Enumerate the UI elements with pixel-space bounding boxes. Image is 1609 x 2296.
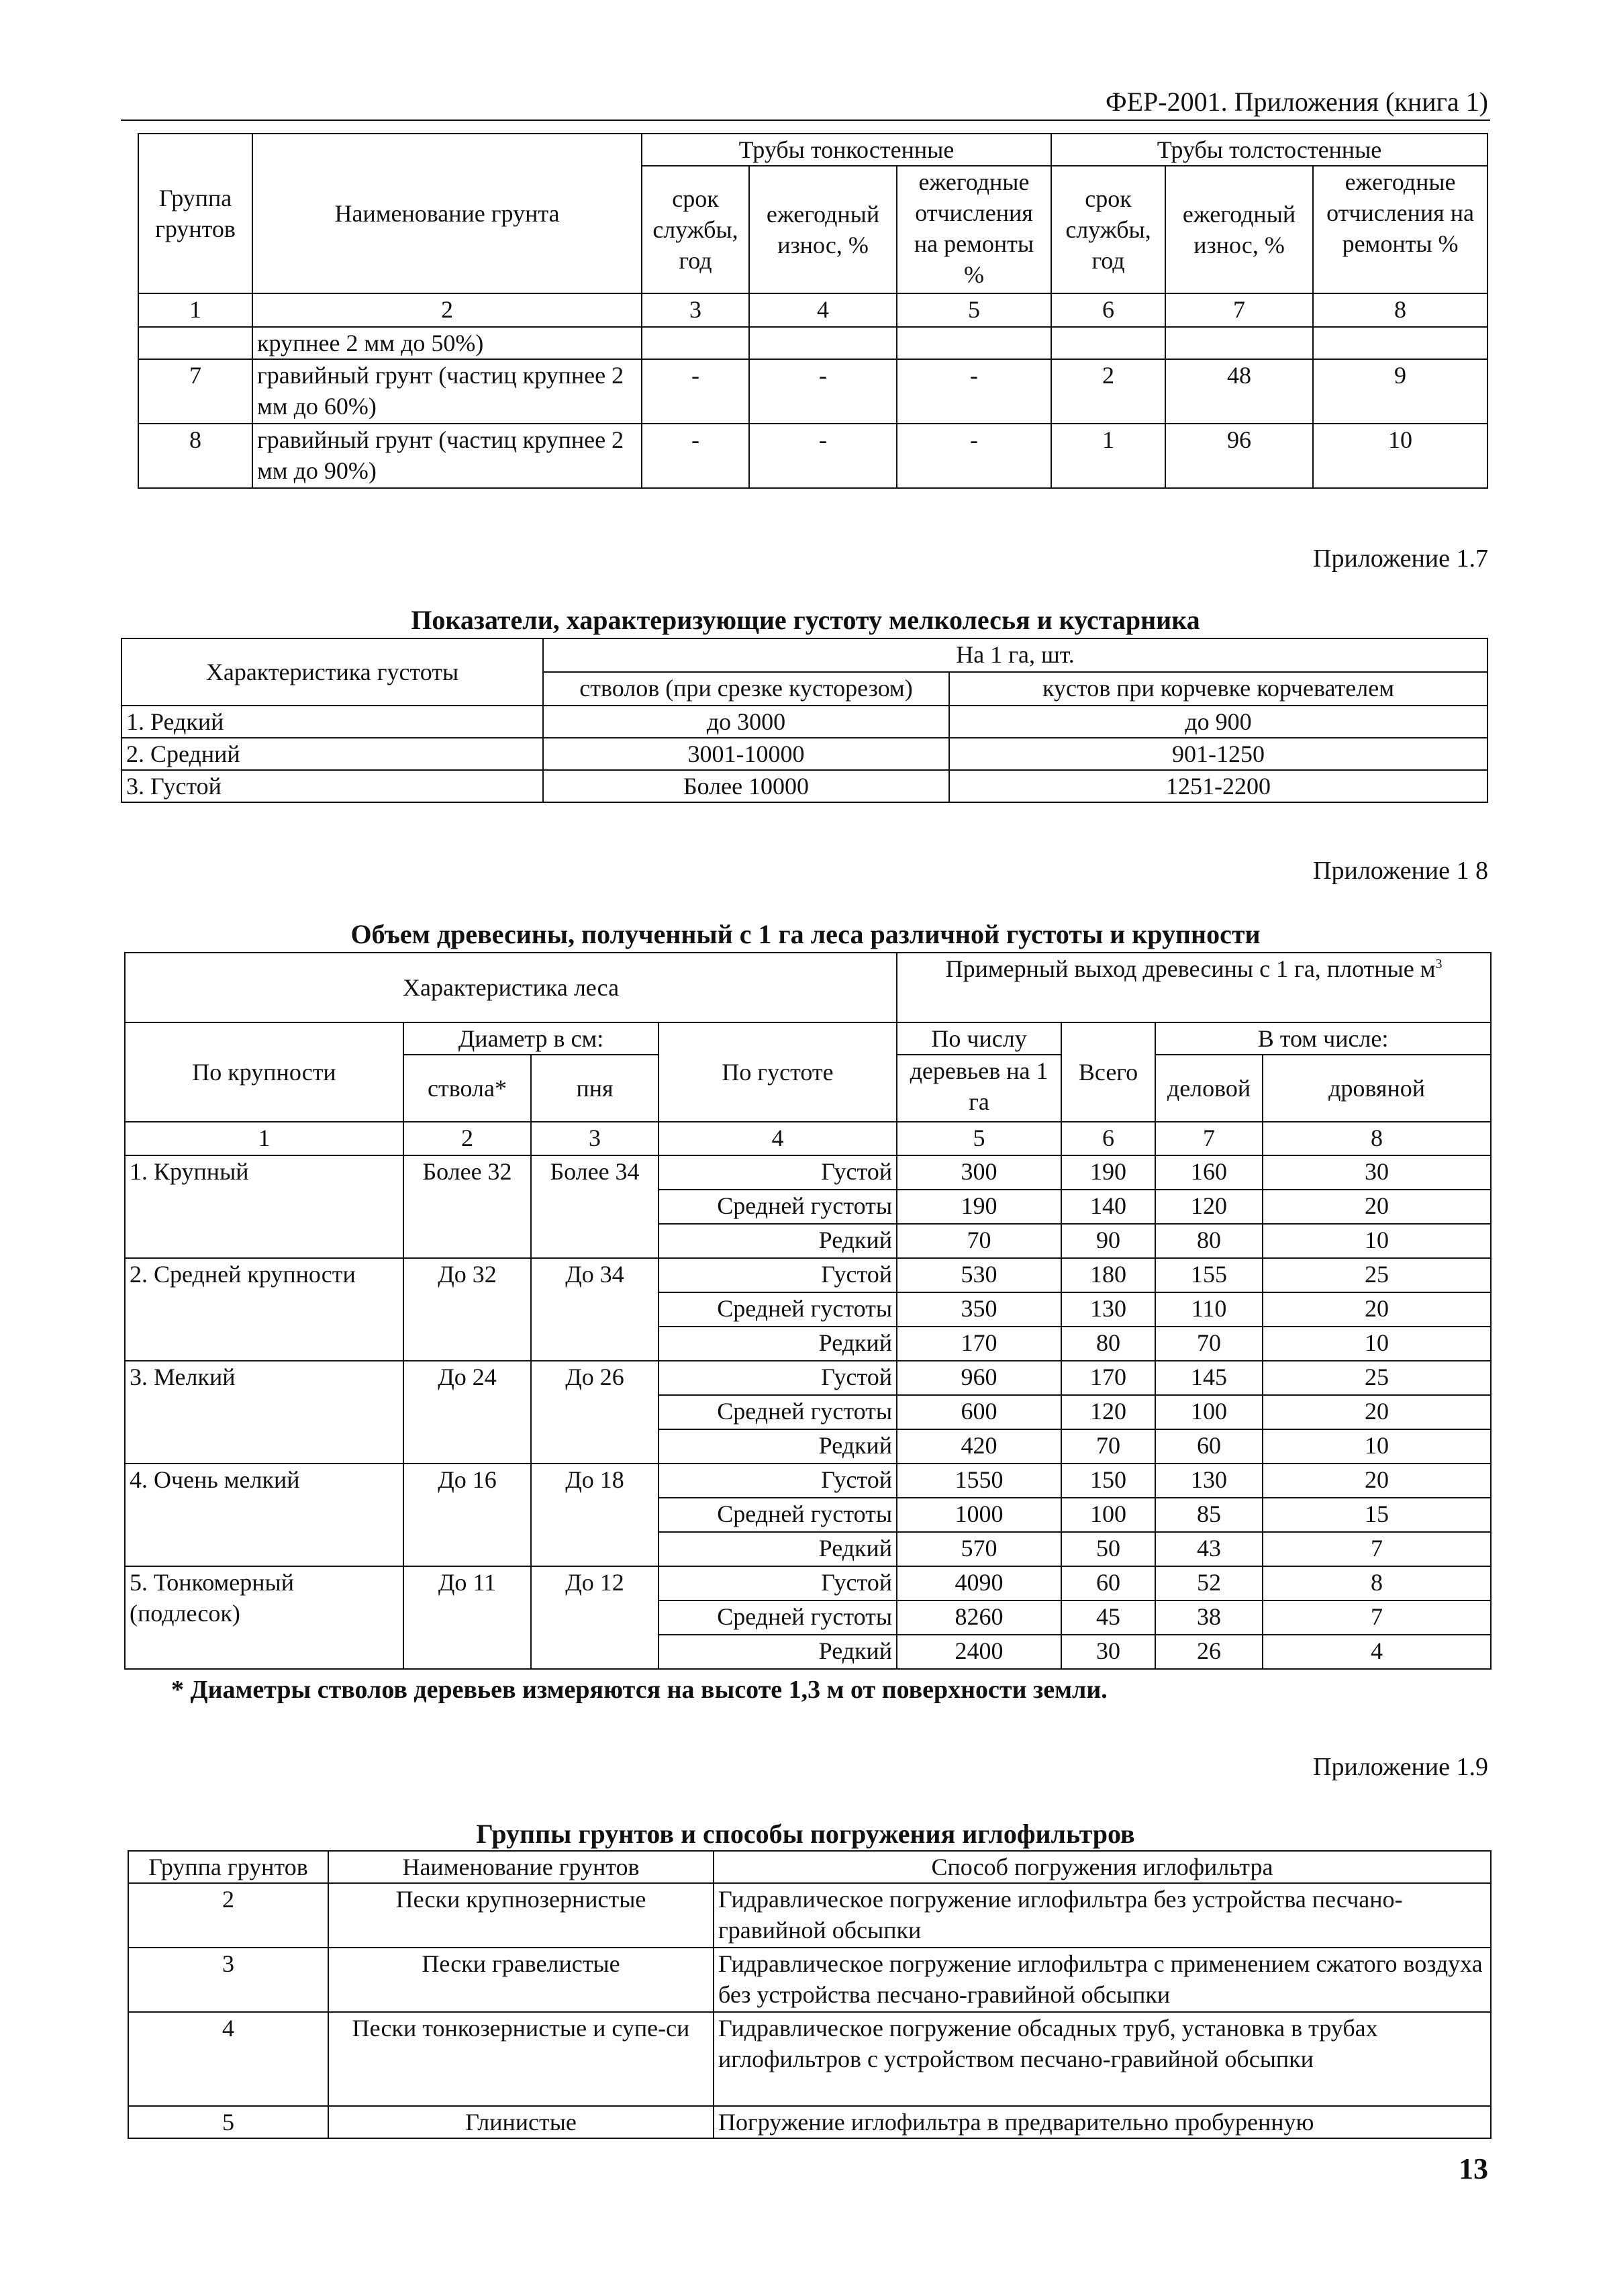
forest-size-cell: 4. Очень мелкий [125,1464,403,1566]
table-cell: 8 [138,424,252,488]
table-cell: 3 [128,1948,328,2012]
table-cell: 30 [1061,1635,1155,1669]
table-cell: 155 [1155,1258,1263,1292]
page-number: 13 [1459,2152,1488,2185]
table-row [125,1258,1491,1292]
table-row [125,1155,1491,1190]
table-cell: Редкий [659,1429,897,1464]
column-number: 3 [642,293,749,327]
table-cell: 145 [1155,1361,1263,1395]
table-row [128,1948,1491,2012]
table-cell: 25 [1263,1258,1491,1292]
table-cell: 9 [1313,359,1488,424]
column-number: 3 [531,1122,659,1155]
stump-diameter-cell: До 12 [531,1566,659,1669]
table-cell: Густой [659,1464,897,1498]
table-cell: 570 [897,1532,1061,1566]
table-row [121,706,1488,738]
by-count-header: По числу [897,1022,1061,1055]
size-header: По крупности [125,1022,403,1122]
pipe-wear-table [138,133,1488,489]
table-cell: 100 [1061,1498,1155,1532]
table-cell: 530 [897,1258,1061,1292]
table-cell: гравийный грунт (частиц крупнее 2 мм до 90%) [252,424,642,488]
table-cell: 8 [1263,1566,1491,1600]
table-cell: 7 [1263,1600,1491,1635]
firewood-header: дровяной [1263,1055,1491,1122]
table-cell: Более 10000 [543,770,949,802]
density-header: По густоте [659,1022,897,1122]
table-cell: - [642,359,749,424]
table-cell: 4 [1263,1635,1491,1669]
wear-header: ежегодный износ, % [749,166,897,293]
column-number: 1 [138,293,252,327]
table-cell: 50 [1061,1532,1155,1566]
life-header: срок службы, год [1051,166,1165,293]
table-cell: - [749,424,897,488]
table-cell: 170 [897,1327,1061,1361]
table-cell: 140 [1061,1190,1155,1224]
table-cell: 85 [1155,1498,1263,1532]
table-cell: Густой [659,1361,897,1395]
table-row [121,770,1488,802]
table-cell: 43 [1155,1532,1263,1566]
appendix-1-7-title: Показатели, характеризующие густоту мелколесья и кустарника [411,605,1200,635]
table-cell: крупнее 2 мм до 50%) [252,327,642,359]
stump-header: пня [531,1055,659,1122]
table-cell: Густой [659,1258,897,1292]
table-cell: 3. Густой [121,770,543,802]
table-cell: 80 [1155,1224,1263,1258]
table-cell [1313,327,1488,359]
table-cell: 10 [1263,1327,1491,1361]
table-cell: 10 [1263,1224,1491,1258]
table-cell: 600 [897,1395,1061,1429]
per-ha-header: На 1 га, шт. [543,638,1488,672]
table-cell: гравийный грунт (частиц крупнее 2 мм до 60%) [252,359,642,424]
table-row [128,2106,1491,2138]
table-cell: 150 [1061,1464,1155,1498]
table-cell: 4 [128,2012,328,2106]
col-name-header: Наименование грунта [252,134,642,293]
diameter-header: Диаметр в см: [403,1022,659,1055]
table-cell: 170 [1061,1361,1155,1395]
column-number: 5 [897,1122,1061,1155]
table-cell: 100 [1155,1395,1263,1429]
thin-pipes-header: Трубы тонкостенные [642,134,1051,166]
trunk-diameter-cell: До 16 [403,1464,531,1566]
table-cell: 70 [897,1224,1061,1258]
table-row [121,738,1488,770]
trunk-diameter-cell: До 32 [403,1258,531,1361]
col-group-header: Группа грунтов [138,134,252,293]
table-cell: 2 [1051,359,1165,424]
table-cell: Средней густоты [659,1600,897,1635]
yield-header [897,953,1491,1022]
forest-size-cell: 2. Средней крупности [125,1258,403,1361]
trunk-diameter-cell: Более 32 [403,1155,531,1258]
density-char-header: Характеристика густоты [121,638,543,706]
table-cell: 1000 [897,1498,1061,1532]
soil-name-header: Наименование грунтов [328,1851,714,1883]
table-cell: 110 [1155,1292,1263,1327]
table-cell: 20 [1263,1395,1491,1429]
table-cell: 4090 [897,1566,1061,1600]
method-header: Способ погружения иглофильтра [714,1851,1491,1883]
table-cell: 190 [897,1190,1061,1224]
table-cell: 2. Средний [121,738,543,770]
column-number: 7 [1155,1122,1263,1155]
wellpoint-table [128,1850,1492,2139]
page-header: ФЕР-2001. Приложения (книга 1) [1106,87,1488,117]
including-header: В том числе: [1155,1022,1491,1055]
table-cell: Гидравлическое погружение иглофильтра с применением сжатого воздуха без устройства песчано-гравийной обсыпки [714,1948,1491,2012]
table-cell: 70 [1155,1327,1263,1361]
table-cell: 20 [1263,1190,1491,1224]
table-cell: 350 [897,1292,1061,1327]
life-header: срок службы, год [642,166,749,293]
table-cell: 38 [1155,1600,1263,1635]
footnote: * Диаметры стволов деревьев измеряются на высоте 1,3 м от поверхности земли. [171,1676,1108,1704]
table-cell: Гидравлическое погружение обсадных труб, установка в трубах иглофильтров с устройством песчано-гравийной обсыпки [714,2012,1491,2106]
table-cell: 52 [1155,1566,1263,1600]
table-cell: Редкий [659,1635,897,1669]
table-cell: Средней густоты [659,1292,897,1327]
table-cell: Густой [659,1566,897,1600]
group-header: Группа грунтов [128,1851,328,1883]
table-cell: Средней густоты [659,1395,897,1429]
table-cell: 180 [1061,1258,1155,1292]
density-table [121,638,1488,803]
table-cell: 48 [1165,359,1313,424]
appendix-1-9-label: Приложение 1.9 [1313,1753,1488,1781]
table-cell [1051,327,1165,359]
table-row [138,424,1488,488]
table-cell: 2 [128,1883,328,1948]
table-cell: 7 [1263,1532,1491,1566]
forest-char-header: Характеристика леса [125,953,897,1022]
table-cell: Редкий [659,1224,897,1258]
trunk-diameter-cell: До 11 [403,1566,531,1669]
table-cell: - [897,424,1051,488]
table-cell: 20 [1263,1292,1491,1327]
table-cell: - [897,359,1051,424]
table-row [125,1464,1491,1498]
table-cell: 130 [1155,1464,1263,1498]
table-row [125,1566,1491,1600]
forest-size-cell: 1. Крупный [125,1155,403,1258]
table-cell: 901-1250 [949,738,1488,770]
table-cell: 70 [1061,1429,1155,1464]
column-number: 2 [252,293,642,327]
table-cell: 1550 [897,1464,1061,1498]
table-cell: - [642,424,749,488]
column-number: 5 [897,293,1051,327]
table-cell: Редкий [659,1532,897,1566]
column-number: 4 [749,293,897,327]
table-cell: 60 [1061,1566,1155,1600]
yield-header-text: Примерный выход древесины с 1 га, плотные м [945,955,1436,982]
table-cell: Пески тонкозернистые и супе-си [328,2012,714,2106]
table-cell: 3001-10000 [543,738,949,770]
table-cell: 60 [1155,1429,1263,1464]
table-cell: до 900 [949,706,1488,738]
table-cell: Густой [659,1155,897,1190]
table-cell [642,327,749,359]
table-cell: Пески гравелистые [328,1948,714,2012]
table-row [138,327,1488,359]
table-cell: 5 [128,2106,328,2138]
table-cell: 96 [1165,424,1313,488]
column-number: 6 [1061,1122,1155,1155]
table-cell: 960 [897,1361,1061,1395]
stump-diameter-cell: До 26 [531,1361,659,1464]
appendix-1-7-label: Приложение 1.7 [1313,544,1488,573]
table-cell: 7 [138,359,252,424]
table-cell: 8260 [897,1600,1061,1635]
column-number: 4 [659,1122,897,1155]
table-cell: Средней густоты [659,1498,897,1532]
table-cell: 20 [1263,1464,1491,1498]
table-cell: 120 [1155,1190,1263,1224]
column-number: 2 [403,1122,531,1155]
yield-header-sup: 3 [1435,957,1443,971]
repair-header: ежегодные отчисления на ремонты % [1313,166,1488,293]
column-number: 6 [1051,293,1165,327]
table-cell: до 3000 [543,706,949,738]
column-number: 8 [1313,293,1488,327]
table-cell [897,327,1051,359]
table-cell: 130 [1061,1292,1155,1327]
wood-volume-table [124,952,1492,1670]
appendix-1-8-title: Объем древесины, полученный с 1 га леса различной густоты и крупности [350,919,1261,949]
header-rule [121,119,1490,121]
stump-diameter-cell: До 34 [531,1258,659,1361]
table-cell: Погружение иглофильтра в предварительно пробуренную [714,2106,1491,2138]
table-cell [138,327,252,359]
table-cell: 1251-2200 [949,770,1488,802]
bushes-header: кустов при корчевке корчевателем [949,672,1488,706]
table-cell: Средней густоты [659,1190,897,1224]
table-cell: 10 [1263,1429,1491,1464]
total-header: Всего [1061,1022,1155,1122]
table-cell: Редкий [659,1327,897,1361]
table-cell: 30 [1263,1155,1491,1190]
table-cell: Глинистые [328,2106,714,2138]
table-cell: 15 [1263,1498,1491,1532]
table-row [138,359,1488,424]
stems-header: стволов (при срезке кусторезом) [543,672,949,706]
table-cell: 120 [1061,1395,1155,1429]
forest-size-cell: 5. Тонкомерный (подлесок) [125,1566,403,1669]
table-cell: Гидравлическое погружение иглофильтра без устройства песчано-гравийной обсыпки [714,1883,1491,1948]
thick-pipes-header: Трубы толстостенные [1051,134,1488,166]
trees-per-ha-header: деревьев на 1 га [897,1055,1061,1122]
table-cell [749,327,897,359]
table-cell: 26 [1155,1635,1263,1669]
table-cell: Пески крупнозернистые [328,1883,714,1948]
table-row [128,1883,1491,1948]
table-row [128,2012,1491,2106]
table-cell: 190 [1061,1155,1155,1190]
table-cell: 160 [1155,1155,1263,1190]
stump-diameter-cell: Более 34 [531,1155,659,1258]
table-row [125,1361,1491,1395]
table-cell: 10 [1313,424,1488,488]
table-cell: 420 [897,1429,1061,1464]
appendix-1-8-label: Приложение 1 8 [1313,857,1488,885]
column-number: 1 [125,1122,403,1155]
table-cell: 90 [1061,1224,1155,1258]
table-cell: 45 [1061,1600,1155,1635]
trunk-header: ствола* [403,1055,531,1122]
wear-header: ежегодный износ, % [1165,166,1313,293]
column-number: 8 [1263,1122,1491,1155]
table-cell: 1 [1051,424,1165,488]
table-cell: 2400 [897,1635,1061,1669]
forest-size-cell: 3. Мелкий [125,1361,403,1464]
trunk-diameter-cell: До 24 [403,1361,531,1464]
stump-diameter-cell: До 18 [531,1464,659,1566]
table-cell: 25 [1263,1361,1491,1395]
column-number: 7 [1165,293,1313,327]
table-cell: 300 [897,1155,1061,1190]
business-wood-header: деловой [1155,1055,1263,1122]
table-cell: 1. Редкий [121,706,543,738]
appendix-1-9-title: Группы грунтов и способы погружения иглофильтров [476,1819,1135,1849]
table-cell: 80 [1061,1327,1155,1361]
table-cell: - [749,359,897,424]
table-cell [1165,327,1313,359]
repair-header: ежегодные отчисления на ремонты % [897,166,1051,293]
